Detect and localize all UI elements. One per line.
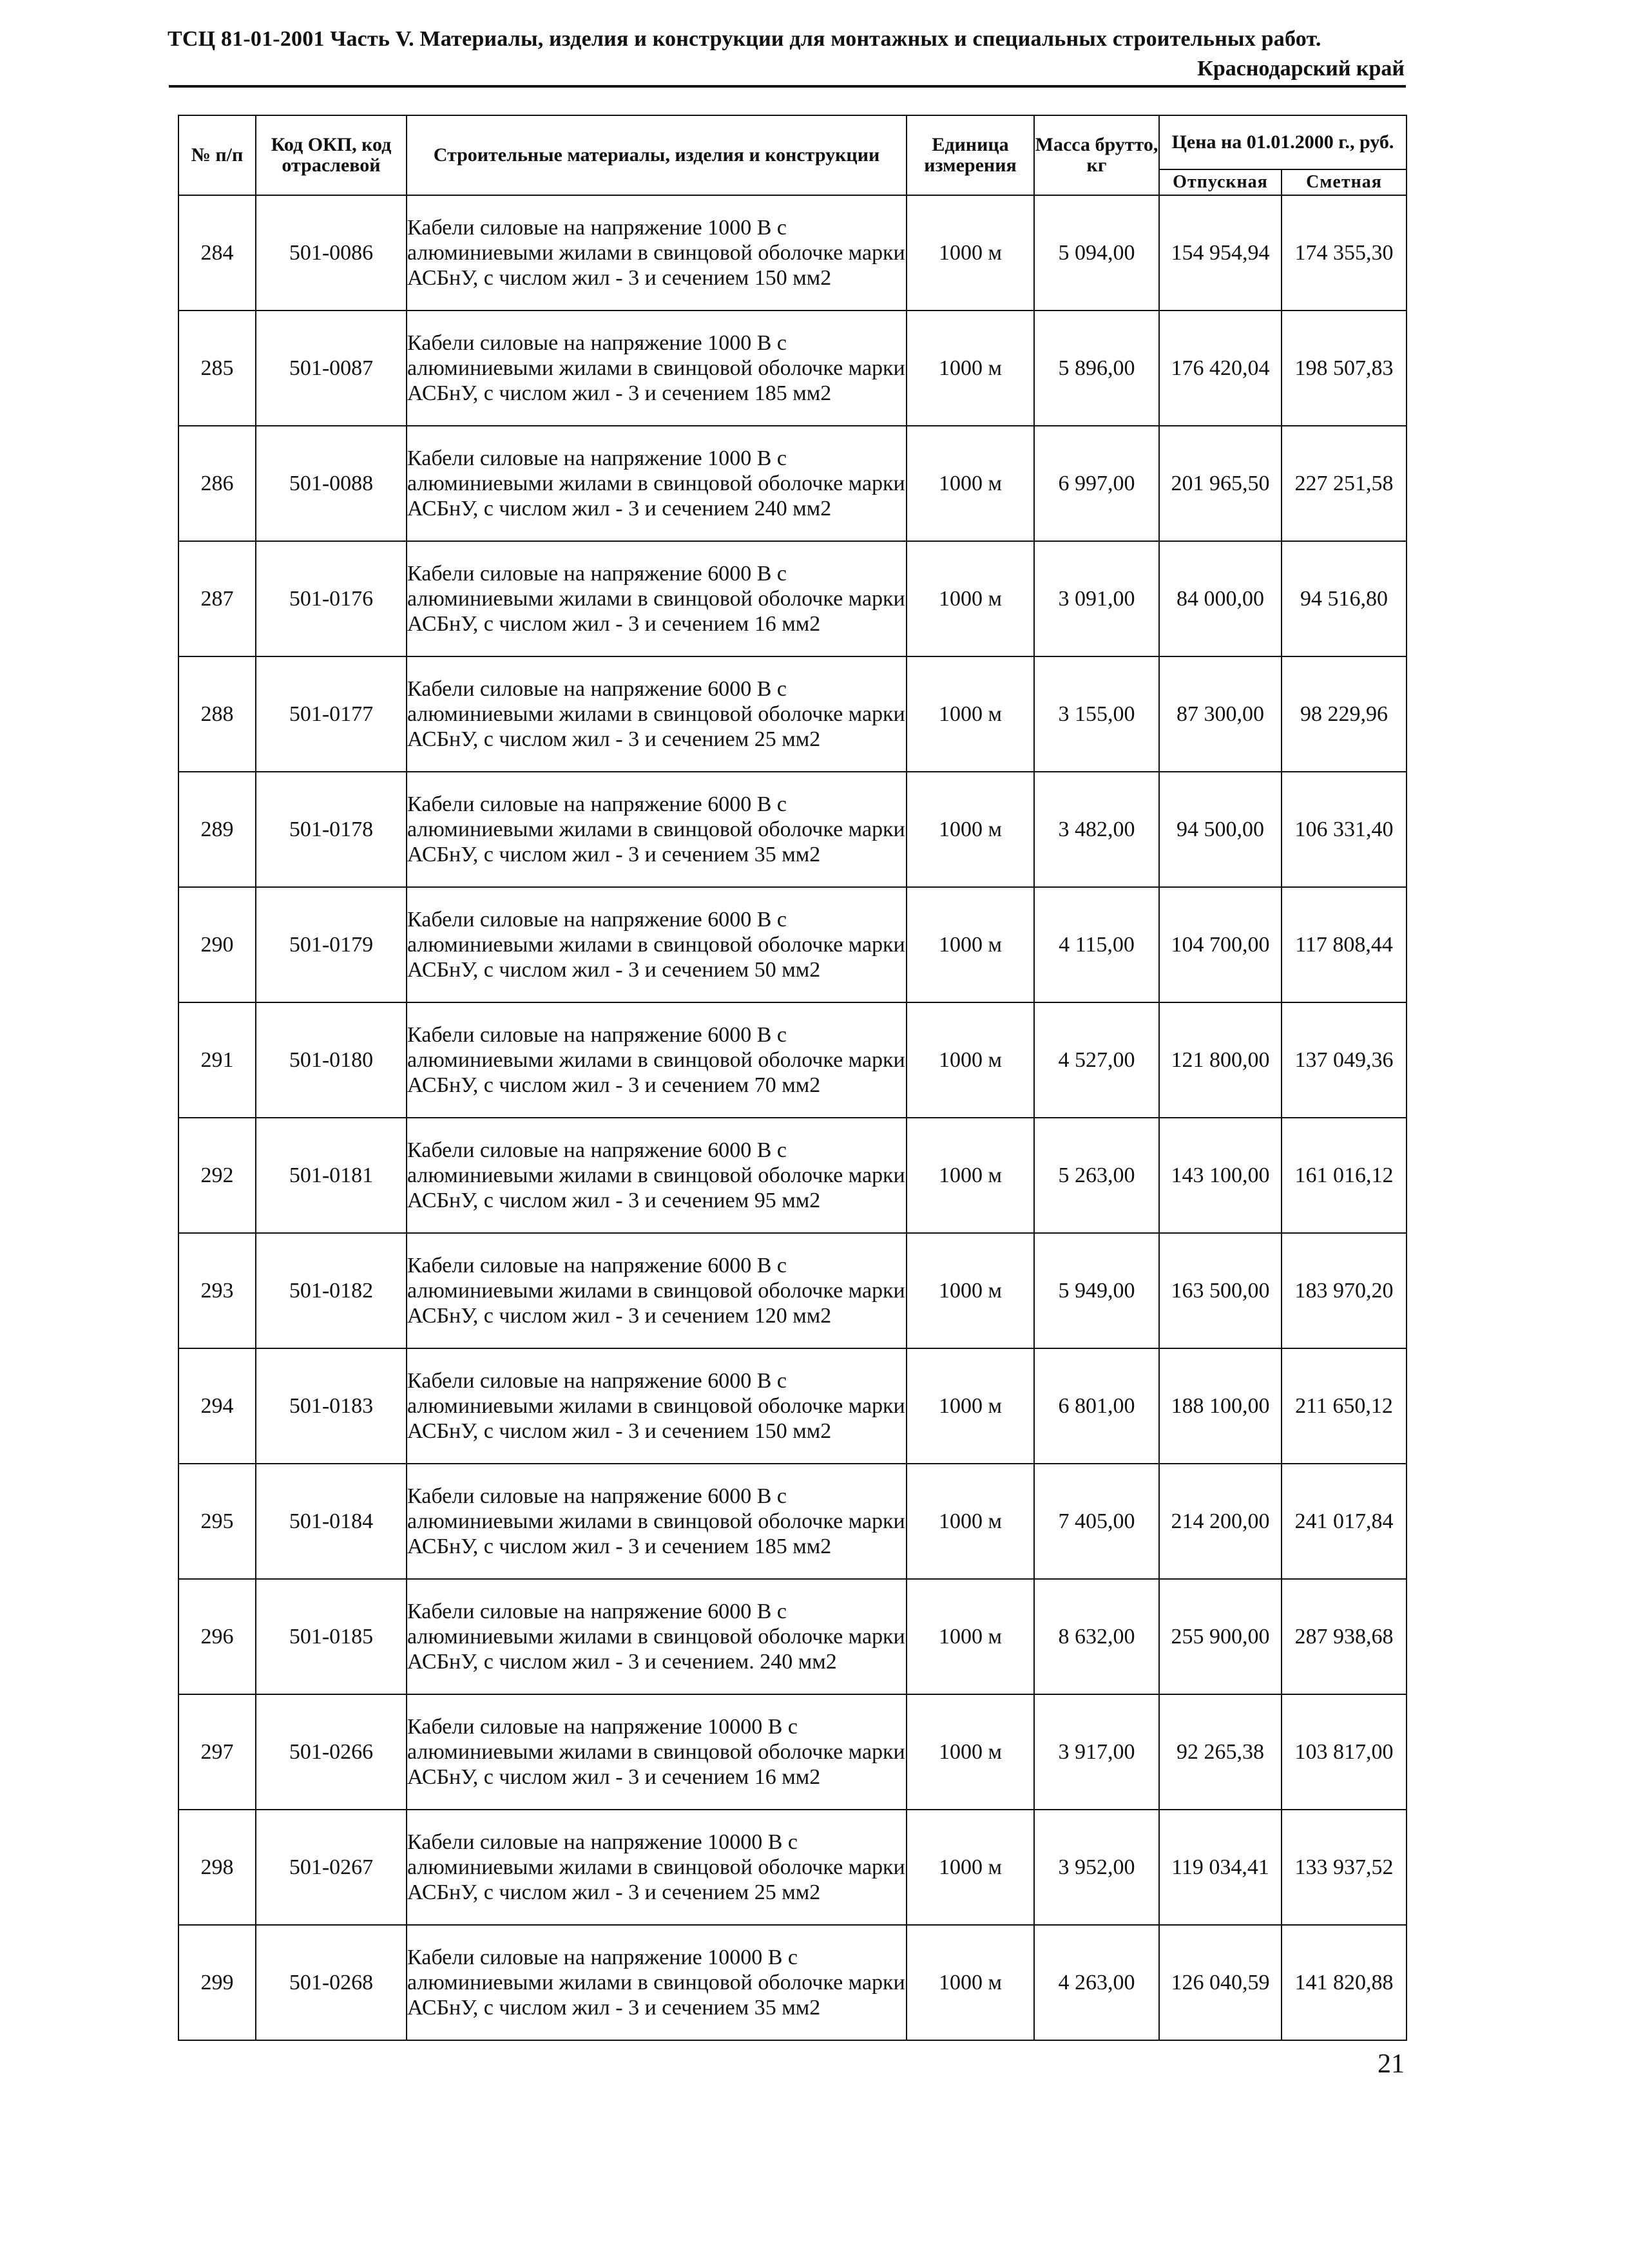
row-num: 285 <box>178 311 256 426</box>
row-num: 286 <box>178 426 256 541</box>
row-price-release: 154 954,94 <box>1159 195 1282 311</box>
row-mass: 5 263,00 <box>1034 1118 1159 1233</box>
region-title: Краснодарский край <box>1197 57 1405 81</box>
row-price-estimate: 241 017,84 <box>1282 1464 1407 1579</box>
col-header-price: Цена на 01.01.2000 г., руб. <box>1159 115 1407 169</box>
row-name: Кабели силовые на напряжение 1000 В с алюминиевыми жилами в свинцовой оболочке марки АСБнУ, с числом жил - 3 и сечением 240 мм2 <box>407 426 907 541</box>
row-price-release: 94 500,00 <box>1159 772 1282 887</box>
row-price-estimate: 94 516,80 <box>1282 541 1407 656</box>
row-unit: 1000 м <box>907 887 1034 1002</box>
row-price-estimate: 98 229,96 <box>1282 656 1407 772</box>
row-unit: 1000 м <box>907 772 1034 887</box>
row-name: Кабели силовые на напряжение 6000 В с алюминиевыми жилами в свинцовой оболочке марки АСБнУ, с числом жил - 3 и сечением 120 мм2 <box>407 1233 907 1348</box>
row-num: 288 <box>178 656 256 772</box>
table-row <box>178 772 1407 887</box>
row-code: 501-0183 <box>256 1348 407 1464</box>
row-num: 284 <box>178 195 256 311</box>
row-unit: 1000 м <box>907 1694 1034 1810</box>
row-price-release: 201 965,50 <box>1159 426 1282 541</box>
col-header-price-estimate: Сметная <box>1282 169 1407 195</box>
row-code: 501-0184 <box>256 1464 407 1579</box>
row-unit: 1000 м <box>907 1118 1034 1233</box>
row-mass: 5 949,00 <box>1034 1233 1159 1348</box>
row-name: Кабели силовые на напряжение 6000 В с алюминиевыми жилами в свинцовой оболочке марки АСБнУ, с числом жил - 3 и сечением 35 мм2 <box>407 772 907 887</box>
col-header-name: Строительные материалы, изделия и конструкции <box>407 115 907 195</box>
row-price-estimate: 198 507,83 <box>1282 311 1407 426</box>
row-unit: 1000 м <box>907 195 1034 311</box>
row-price-estimate: 183 970,20 <box>1282 1233 1407 1348</box>
table-row <box>178 656 1407 772</box>
row-num: 297 <box>178 1694 256 1810</box>
row-price-estimate: 287 938,68 <box>1282 1579 1407 1694</box>
row-mass: 3 482,00 <box>1034 772 1159 887</box>
price-table <box>178 115 1407 2041</box>
row-code: 501-0182 <box>256 1233 407 1348</box>
row-price-release: 87 300,00 <box>1159 656 1282 772</box>
row-unit: 1000 м <box>907 1464 1034 1579</box>
row-name: Кабели силовые на напряжение 6000 В с алюминиевыми жилами в свинцовой оболочке марки АСБнУ, с числом жил - 3 и сечением 25 мм2 <box>407 656 907 772</box>
row-price-estimate: 141 820,88 <box>1282 1925 1407 2040</box>
row-price-release: 176 420,04 <box>1159 311 1282 426</box>
row-num: 293 <box>178 1233 256 1348</box>
row-price-estimate: 161 016,12 <box>1282 1118 1407 1233</box>
row-num: 295 <box>178 1464 256 1579</box>
row-price-release: 143 100,00 <box>1159 1118 1282 1233</box>
table-row <box>178 1233 1407 1348</box>
row-num: 299 <box>178 1925 256 2040</box>
row-num: 289 <box>178 772 256 887</box>
table-row <box>178 1694 1407 1810</box>
row-unit: 1000 м <box>907 541 1034 656</box>
table-row <box>178 1118 1407 1233</box>
row-mass: 4 263,00 <box>1034 1925 1159 2040</box>
row-price-release: 104 700,00 <box>1159 887 1282 1002</box>
table-row <box>178 426 1407 541</box>
row-price-estimate: 117 808,44 <box>1282 887 1407 1002</box>
row-name: Кабели силовые на напряжение 6000 В с алюминиевыми жилами в свинцовой оболочке марки АСБнУ, с числом жил - 3 и сечением 95 мм2 <box>407 1118 907 1233</box>
row-mass: 3 952,00 <box>1034 1810 1159 1925</box>
row-mass: 4 527,00 <box>1034 1002 1159 1118</box>
row-code: 501-0086 <box>256 195 407 311</box>
col-header-num: № п/п <box>178 115 256 195</box>
row-num: 294 <box>178 1348 256 1464</box>
row-unit: 1000 м <box>907 311 1034 426</box>
row-num: 296 <box>178 1579 256 1694</box>
row-code: 501-0267 <box>256 1810 407 1925</box>
page-header <box>168 24 1405 84</box>
row-mass: 5 896,00 <box>1034 311 1159 426</box>
row-name: Кабели силовые на напряжение 6000 В с алюминиевыми жилами в свинцовой оболочке марки АСБнУ, с числом жил - 3 и сечением 150 мм2 <box>407 1348 907 1464</box>
row-unit: 1000 м <box>907 1002 1034 1118</box>
col-header-mass: Масса брутто, кг <box>1034 115 1159 195</box>
row-num: 298 <box>178 1810 256 1925</box>
row-name: Кабели силовые на напряжение 10000 В с алюминиевыми жилами в свинцовой оболочке марки АСБнУ, с числом жил - 3 и сечением 16 мм2 <box>407 1694 907 1810</box>
col-header-code: Код ОКП, код отраслевой <box>256 115 407 195</box>
row-mass: 3 155,00 <box>1034 656 1159 772</box>
row-code: 501-0179 <box>256 887 407 1002</box>
row-name: Кабели силовые на напряжение 6000 В с алюминиевыми жилами в свинцовой оболочке марки АСБнУ, с числом жил - 3 и сечением 185 мм2 <box>407 1464 907 1579</box>
table-row <box>178 1810 1407 1925</box>
row-mass: 3 091,00 <box>1034 541 1159 656</box>
row-name: Кабели силовые на напряжение 10000 В с алюминиевыми жилами в свинцовой оболочке марки АСБнУ, с числом жил - 3 и сечением 25 мм2 <box>407 1810 907 1925</box>
row-mass: 6 997,00 <box>1034 426 1159 541</box>
row-price-release: 188 100,00 <box>1159 1348 1282 1464</box>
row-unit: 1000 м <box>907 1579 1034 1694</box>
table-row <box>178 1925 1407 2040</box>
row-price-estimate: 137 049,36 <box>1282 1002 1407 1118</box>
row-unit: 1000 м <box>907 1810 1034 1925</box>
row-unit: 1000 м <box>907 656 1034 772</box>
table-row <box>178 195 1407 311</box>
row-price-estimate: 211 650,12 <box>1282 1348 1407 1464</box>
row-price-release: 121 800,00 <box>1159 1002 1282 1118</box>
row-code: 501-0180 <box>256 1002 407 1118</box>
row-mass: 3 917,00 <box>1034 1694 1159 1810</box>
row-price-release: 255 900,00 <box>1159 1579 1282 1694</box>
row-price-release: 126 040,59 <box>1159 1925 1282 2040</box>
table-row <box>178 311 1407 426</box>
row-code: 501-0087 <box>256 311 407 426</box>
row-unit: 1000 м <box>907 1348 1034 1464</box>
row-mass: 5 094,00 <box>1034 195 1159 311</box>
row-price-estimate: 227 251,58 <box>1282 426 1407 541</box>
col-header-price-release: Отпускная <box>1159 169 1282 195</box>
document-title: ТСЦ 81-01-2001 Часть V. Материалы, изделия и конструкции для монтажных и специальных строительных работ. <box>168 27 1321 51</box>
row-code: 501-0268 <box>256 1925 407 2040</box>
row-num: 290 <box>178 887 256 1002</box>
row-name: Кабели силовые на напряжение 10000 В с алюминиевыми жилами в свинцовой оболочке марки АСБнУ, с числом жил - 3 и сечением 35 мм2 <box>407 1925 907 2040</box>
row-price-release: 84 000,00 <box>1159 541 1282 656</box>
row-name: Кабели силовые на напряжение 6000 В с алюминиевыми жилами в свинцовой оболочке марки АСБнУ, с числом жил - 3 и сечением 16 мм2 <box>407 541 907 656</box>
row-price-release: 214 200,00 <box>1159 1464 1282 1579</box>
row-code: 501-0266 <box>256 1694 407 1810</box>
row-price-release: 92 265,38 <box>1159 1694 1282 1810</box>
row-code: 501-0185 <box>256 1579 407 1694</box>
page-number: 21 <box>1378 2049 1405 2079</box>
row-code: 501-0178 <box>256 772 407 887</box>
row-price-release: 163 500,00 <box>1159 1233 1282 1348</box>
row-code: 501-0088 <box>256 426 407 541</box>
row-code: 501-0176 <box>256 541 407 656</box>
table-row <box>178 541 1407 656</box>
row-code: 501-0177 <box>256 656 407 772</box>
row-price-estimate: 174 355,30 <box>1282 195 1407 311</box>
row-mass: 6 801,00 <box>1034 1348 1159 1464</box>
row-name: Кабели силовые на напряжение 1000 В с алюминиевыми жилами в свинцовой оболочке марки АСБнУ, с числом жил - 3 и сечением 185 мм2 <box>407 311 907 426</box>
row-mass: 4 115,00 <box>1034 887 1159 1002</box>
table-header-row <box>178 115 1407 169</box>
row-unit: 1000 м <box>907 1925 1034 2040</box>
table-row <box>178 1348 1407 1464</box>
row-unit: 1000 м <box>907 1233 1034 1348</box>
row-num: 292 <box>178 1118 256 1233</box>
row-price-release: 119 034,41 <box>1159 1810 1282 1925</box>
row-name: Кабели силовые на напряжение 6000 В с алюминиевыми жилами в свинцовой оболочке марки АСБнУ, с числом жил - 3 и сечением 50 мм2 <box>407 887 907 1002</box>
row-mass: 7 405,00 <box>1034 1464 1159 1579</box>
table-row <box>178 1464 1407 1579</box>
row-name: Кабели силовые на напряжение 6000 В с алюминиевыми жилами в свинцовой оболочке марки АСБнУ, с числом жил - 3 и сечением. 240 мм2 <box>407 1579 907 1694</box>
col-header-unit: Единица измерения <box>907 115 1034 195</box>
row-code: 501-0181 <box>256 1118 407 1233</box>
row-price-estimate: 106 331,40 <box>1282 772 1407 887</box>
table-row <box>178 1002 1407 1118</box>
row-unit: 1000 м <box>907 426 1034 541</box>
table-row <box>178 887 1407 1002</box>
row-num: 287 <box>178 541 256 656</box>
header-divider <box>169 85 1406 88</box>
row-name: Кабели силовые на напряжение 6000 В с алюминиевыми жилами в свинцовой оболочке марки АСБнУ, с числом жил - 3 и сечением 70 мм2 <box>407 1002 907 1118</box>
row-price-estimate: 133 937,52 <box>1282 1810 1407 1925</box>
table-row <box>178 1579 1407 1694</box>
row-name: Кабели силовые на напряжение 1000 В с алюминиевыми жилами в свинцовой оболочке марки АСБнУ, с числом жил - 3 и сечением 150 мм2 <box>407 195 907 311</box>
row-price-estimate: 103 817,00 <box>1282 1694 1407 1810</box>
row-mass: 8 632,00 <box>1034 1579 1159 1694</box>
row-num: 291 <box>178 1002 256 1118</box>
